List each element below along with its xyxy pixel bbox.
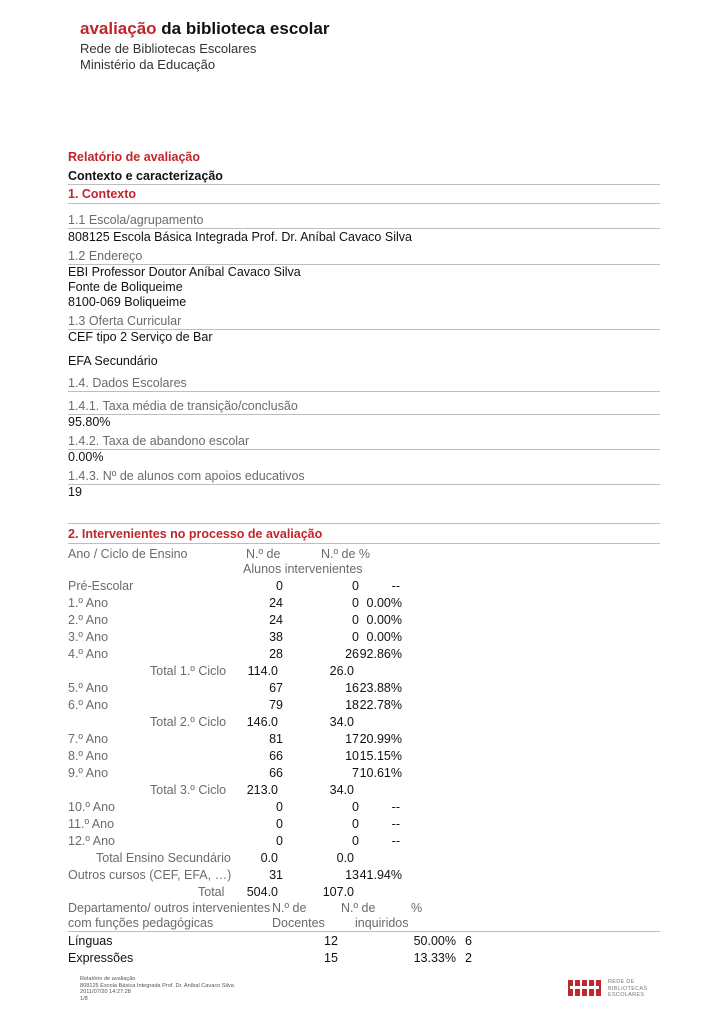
row-label: 9.º Ano <box>68 766 109 780</box>
dept-teachers: 12 <box>324 934 338 948</box>
row-label: 6.º Ano <box>68 698 109 712</box>
brand-accent: avaliação <box>80 19 157 38</box>
table-row <box>68 647 668 663</box>
row-label: Total Ensino Secundário <box>96 851 231 865</box>
row-students: 0 <box>276 579 283 593</box>
logo-line: ESCOLARES <box>608 992 645 998</box>
dept-percent: 50.00% <box>413 934 456 948</box>
row-respondents: 26 <box>345 647 359 661</box>
table-row <box>68 715 668 731</box>
table-row <box>68 630 668 646</box>
dept-respondents-header-line2: inquiridos <box>355 916 409 930</box>
row-students: 38 <box>269 630 283 644</box>
dept-respondents: 2 <box>465 951 472 965</box>
row-respondents: 10 <box>345 749 359 763</box>
row-percent: 92.86% <box>359 647 402 661</box>
table-row <box>68 749 668 765</box>
section-2-title: 2. Intervenientes no processo de avaliação <box>68 527 323 541</box>
report-subtitle: Contexto e caracterização <box>68 169 223 183</box>
transition-value: 95.80% <box>68 415 111 429</box>
table-row <box>68 698 668 714</box>
row-percent: 0.00% <box>366 613 402 627</box>
row-respondents: 26.0 <box>329 664 354 678</box>
address-line: 8100-069 Boliqueime <box>68 295 187 309</box>
table-row <box>68 664 668 680</box>
dept-label: Expressões <box>68 951 134 965</box>
section-1-title: 1. Contexto <box>68 187 137 201</box>
table-row <box>68 851 668 867</box>
table-row <box>68 681 668 697</box>
row-label: Pré-Escolar <box>68 579 134 593</box>
table-row <box>68 868 668 884</box>
dept-percent-header: % <box>411 901 423 915</box>
row-percent: 0.00% <box>366 630 402 644</box>
table-row <box>68 834 668 850</box>
logo-line: REDE DE <box>608 979 635 985</box>
row-respondents: 18 <box>345 698 359 712</box>
dept-col-header: Departamento/ outros intervenientes <box>68 901 271 915</box>
dept-teachers: 15 <box>324 951 338 965</box>
row-respondents: 0 <box>352 613 359 627</box>
row-students: 0 <box>276 834 283 848</box>
row-students: 28 <box>269 647 283 661</box>
dept-col-header-line2: com funções pedagógicas <box>68 916 214 930</box>
row-label: 5.º Ano <box>68 681 109 695</box>
table-row <box>68 613 668 629</box>
offer-item: EFA Secundário <box>68 354 158 368</box>
dropout-label: 1.4.2. Taxa de abandono escolar <box>68 434 250 448</box>
row-percent: -- <box>391 800 400 814</box>
address-label: 1.2 Endereço <box>68 249 143 263</box>
table-row <box>68 766 668 782</box>
footer-info <box>80 976 234 1002</box>
footer-line: Relatório de avaliação <box>80 976 136 982</box>
footer-line: 2011/07/20 14:27:28 <box>80 989 131 996</box>
rbe-logo-text <box>608 979 647 999</box>
row-respondents: 7 <box>352 766 359 780</box>
row-label: Outros cursos (CEF, EFA, …) <box>68 868 232 882</box>
footer-line: 1/8 <box>80 995 88 1002</box>
row-label: Total <box>198 885 225 899</box>
row-label: 11.º Ano <box>68 817 115 831</box>
brand-title <box>80 19 329 39</box>
divider <box>68 449 660 450</box>
row-respondents: 17 <box>345 732 359 746</box>
row-respondents: 16 <box>345 681 359 695</box>
dept-label: Línguas <box>68 934 113 948</box>
row-label: 10.º Ano <box>68 800 115 814</box>
row-label: 8.º Ano <box>68 749 109 763</box>
dept-row <box>68 951 668 967</box>
row-label: Total 2.º Ciclo <box>150 715 227 729</box>
row-students: 0 <box>276 800 283 814</box>
table-row <box>68 732 668 748</box>
rbe-logo-icon <box>568 977 602 999</box>
row-percent: -- <box>391 817 400 831</box>
row-respondents: 13 <box>345 868 359 882</box>
report-title: Relatório de avaliação <box>68 150 201 164</box>
row-students: 66 <box>269 749 283 763</box>
row-label: 2.º Ano <box>68 613 109 627</box>
row-students: 213.0 <box>246 783 278 797</box>
ministry-name: Ministério da Educação <box>80 57 216 72</box>
row-students: 81 <box>269 732 283 746</box>
dept-row <box>68 934 668 950</box>
school-data-label: 1.4. Dados Escolares <box>68 376 187 390</box>
row-students: 24 <box>269 596 283 610</box>
table-row <box>68 817 668 833</box>
dept-respondents: 6 <box>465 934 472 948</box>
table-row <box>68 579 668 595</box>
divider <box>68 484 660 485</box>
row-students: 504.0 <box>246 885 278 899</box>
support-value: 19 <box>68 485 82 499</box>
row-label: Total 1.º Ciclo <box>150 664 227 678</box>
row-respondents: 0 <box>352 834 359 848</box>
divider <box>68 543 660 544</box>
dept-respondents-header: N.º de <box>341 901 376 915</box>
col-header-respondents: N.º de % <box>321 547 371 561</box>
school-value: 808125 Escola Básica Integrada Prof. Dr. Aníbal Cavaco Silva <box>68 230 412 244</box>
row-respondents: 0 <box>352 596 359 610</box>
address-line: Fonte de Boliqueime <box>68 280 183 294</box>
row-students: 0.0 <box>260 851 278 865</box>
row-students: 31 <box>269 868 283 882</box>
row-percent: 20.99% <box>359 732 402 746</box>
row-label: 12.º Ano <box>68 834 115 848</box>
divider <box>68 523 660 524</box>
offer-item: CEF tipo 2 Serviço de Bar <box>68 330 213 344</box>
table-row <box>68 885 668 901</box>
row-respondents: 107.0 <box>322 885 354 899</box>
dept-teachers-header: N.º de <box>272 901 307 915</box>
row-students: 0 <box>276 817 283 831</box>
network-name: Rede de Bibliotecas Escolares <box>80 41 257 56</box>
col-header-students-line2: Alunos intervenientes <box>243 562 363 576</box>
row-students: 146.0 <box>246 715 278 729</box>
row-percent: 23.88% <box>359 681 402 695</box>
row-percent: 15.15% <box>359 749 402 763</box>
divider <box>68 931 660 932</box>
row-percent: 0.00% <box>366 596 402 610</box>
divider <box>68 184 660 185</box>
row-respondents: 0 <box>352 630 359 644</box>
row-respondents: 0.0 <box>336 851 354 865</box>
row-percent: -- <box>391 579 400 593</box>
row-label: 4.º Ano <box>68 647 109 661</box>
divider <box>68 203 660 204</box>
row-respondents: 34.0 <box>329 783 354 797</box>
row-label: 3.º Ano <box>68 630 109 644</box>
footer-line: 808125 Escola Básica Integrada Prof. Dr. Aníbal Cavaco Silva <box>80 982 234 989</box>
col-header-level: Ano / Ciclo de Ensino <box>68 547 188 561</box>
row-respondents: 0 <box>352 579 359 593</box>
transition-label: 1.4.1. Taxa média de transição/conclusão <box>68 399 298 413</box>
row-students: 66 <box>269 766 283 780</box>
offer-label: 1.3 Oferta Curricular <box>68 314 182 328</box>
brand-rest: da biblioteca escolar <box>156 19 330 38</box>
school-label: 1.1 Escola/agrupamento <box>68 213 204 227</box>
col-header-students: N.º de <box>246 547 281 561</box>
divider <box>68 228 660 229</box>
dept-teachers-header-line2: Docentes <box>272 916 325 930</box>
row-students: 24 <box>269 613 283 627</box>
address-line: EBI Professor Doutor Aníbal Cavaco Silva <box>68 265 301 279</box>
row-percent: 10.61% <box>359 766 402 780</box>
table-row <box>68 596 668 612</box>
dropout-value: 0.00% <box>68 450 104 464</box>
row-students: 114.0 <box>247 664 278 678</box>
row-respondents: 0 <box>352 817 359 831</box>
dept-percent: 13.33% <box>413 951 456 965</box>
row-respondents: 34.0 <box>329 715 354 729</box>
row-label: Total 3.º Ciclo <box>150 783 227 797</box>
table-row <box>68 800 668 816</box>
support-label: 1.4.3. Nº de alunos com apoios educativos <box>68 469 305 483</box>
divider <box>68 414 660 415</box>
row-label: 7.º Ano <box>68 732 109 746</box>
row-label: 1.º Ano <box>68 596 109 610</box>
table-row <box>68 783 668 799</box>
row-respondents: 0 <box>352 800 359 814</box>
row-percent: 22.78% <box>359 698 402 712</box>
row-students: 67 <box>269 681 283 695</box>
row-percent: -- <box>391 834 400 848</box>
row-students: 79 <box>269 698 283 712</box>
row-percent: 41.94% <box>359 868 402 882</box>
divider <box>68 391 660 392</box>
logo-line: BIBLIOTECAS <box>608 985 648 992</box>
